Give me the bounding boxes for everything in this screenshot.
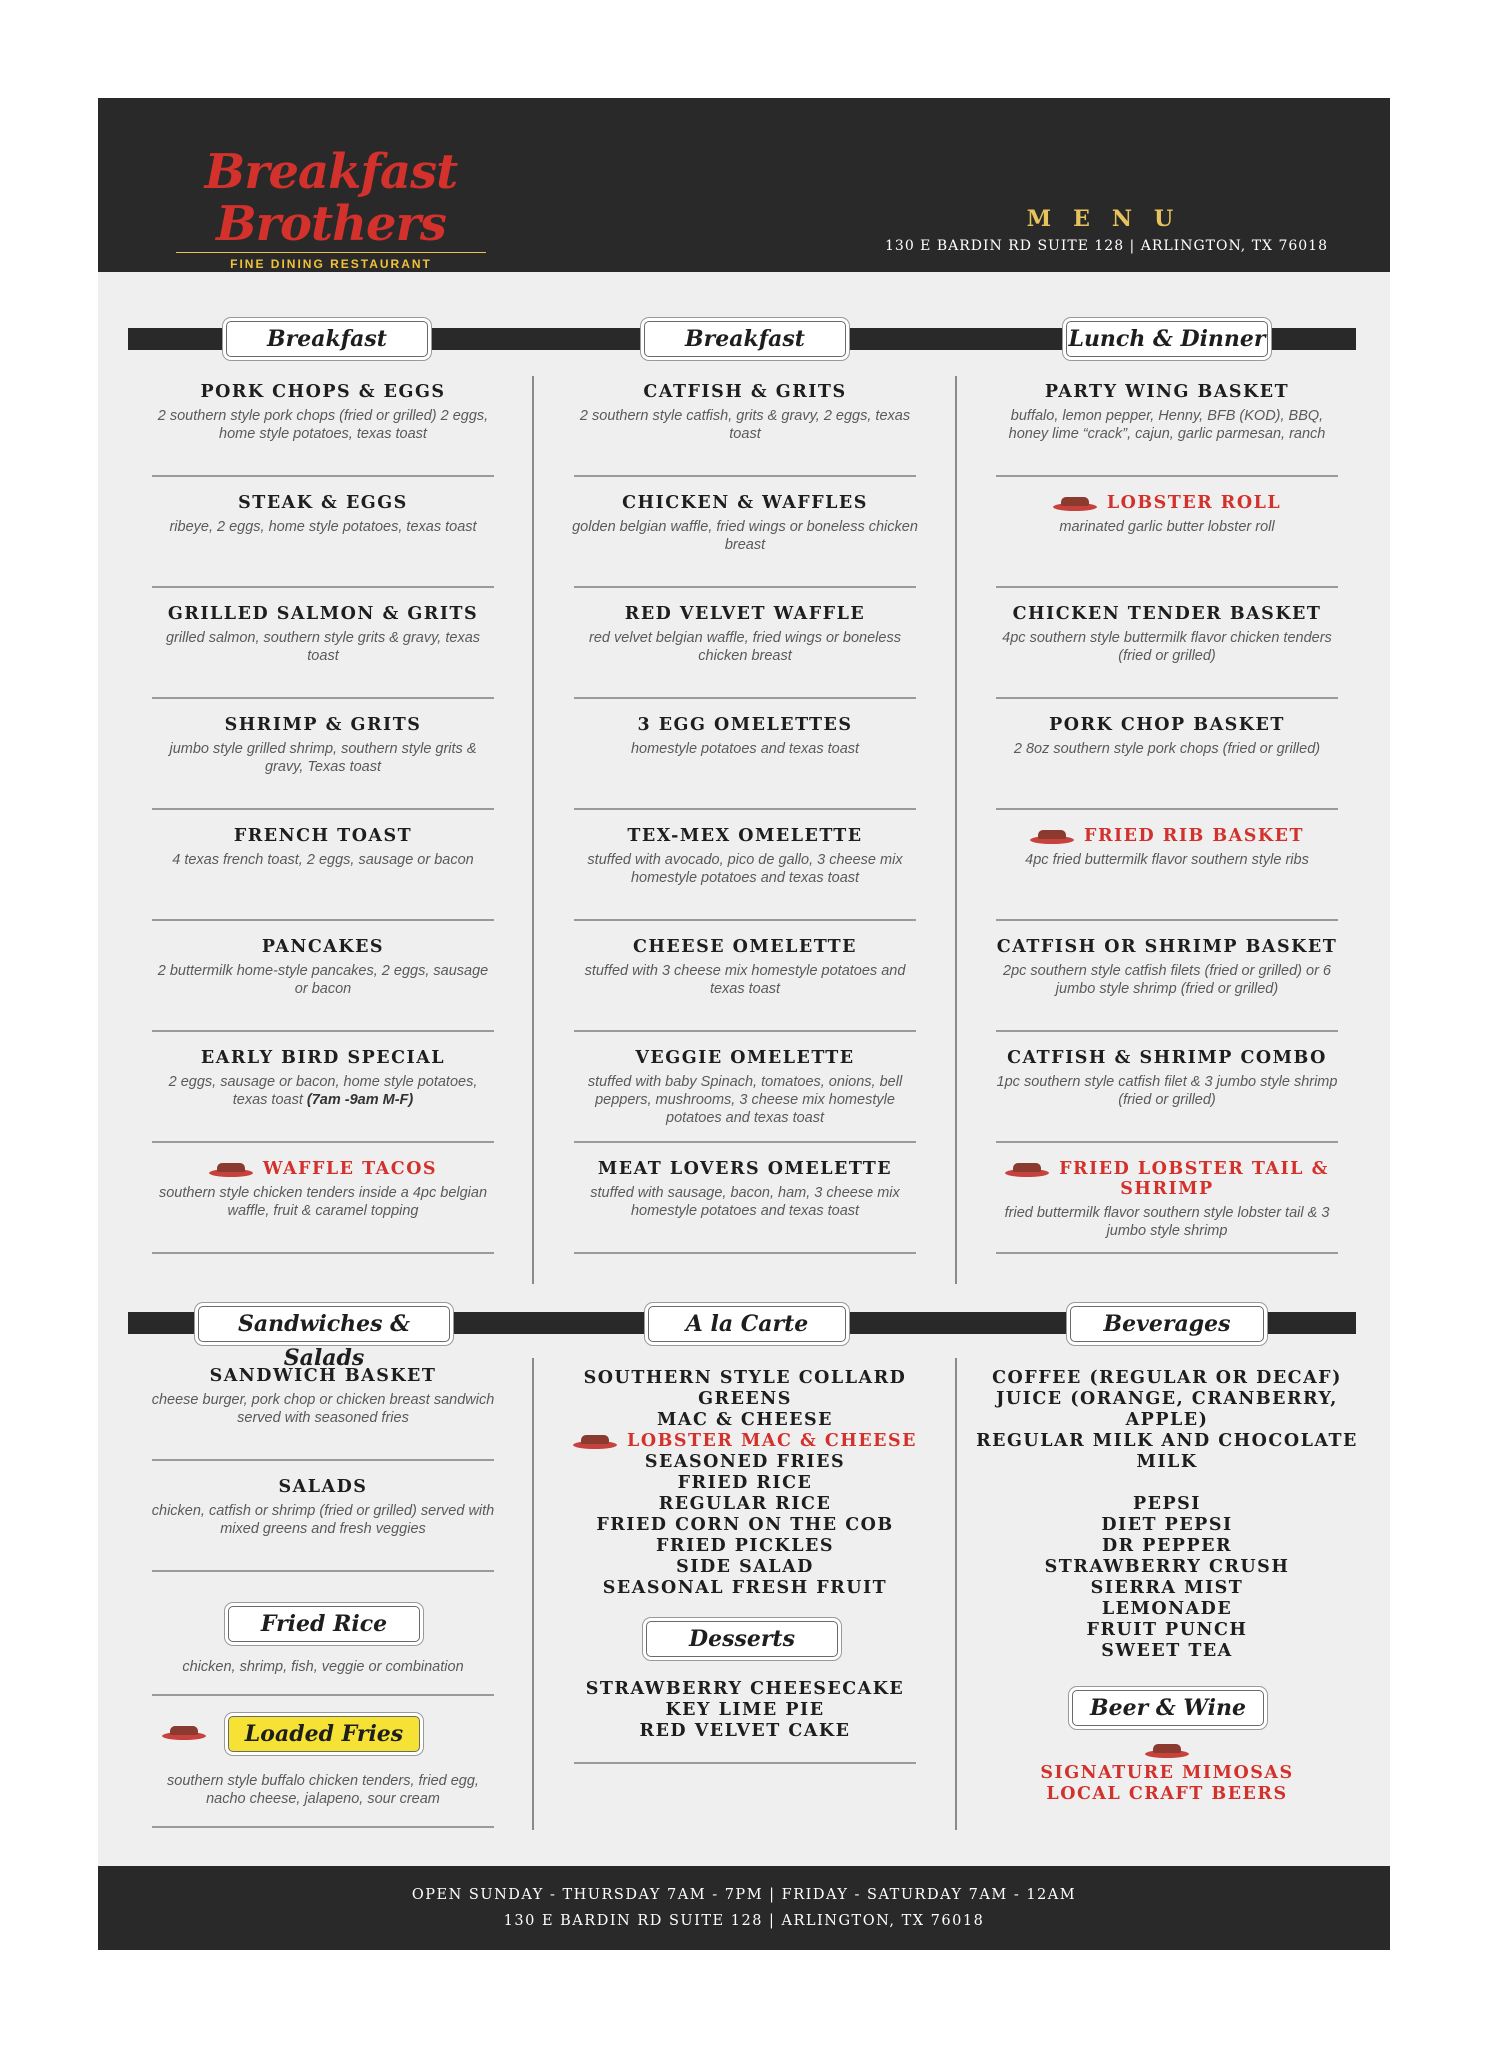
- label-loaded-fries: Loaded Fries: [228, 1716, 420, 1752]
- menu-item-description: [572, 740, 918, 758]
- list-item-text: STRAWBERRY CRUSH: [1044, 1557, 1290, 1577]
- menu-item-description-text: 2 southern style catfish, grits & gravy, 2 eggs, texas toast: [579, 408, 911, 442]
- menu-item-description: [572, 1184, 918, 1220]
- menu-item-title-text: PANCAKES: [261, 937, 385, 957]
- menu-item: [994, 493, 1340, 604]
- menu-item: [994, 382, 1340, 493]
- menu-item-description: [150, 407, 496, 443]
- divider: [574, 475, 916, 477]
- list-item: [572, 1410, 918, 1431]
- footer-address: 130 E BARDIN RD SUITE 128 | ARLINGTON, TX 76018: [503, 1913, 985, 1929]
- house-special-icon: [1005, 1163, 1049, 1177]
- breakfast-column-2: [572, 382, 918, 1270]
- menu-item-title-text: FRIED RIB BASKET: [1084, 826, 1304, 846]
- breakfast-column-1: [150, 382, 496, 1270]
- menu-item-description-text: 2 eggs, sausage or bacon, home style potatoes, texas toast: [168, 1074, 478, 1108]
- menu-item-title: [994, 1048, 1340, 1068]
- menu-item-description-text: stuffed with 3 cheese mix homestyle potatoes and texas toast: [584, 963, 906, 997]
- divider: [152, 1570, 494, 1572]
- menu-item-description: [150, 962, 496, 998]
- menu-item: [150, 1159, 496, 1270]
- menu-item-description-text: jumbo style grilled shrimp, southern style grits & gravy, Texas toast: [169, 741, 477, 775]
- menu-item-title: [150, 382, 496, 402]
- divider: [574, 1141, 916, 1143]
- label-beer-wine: Beer & Wine: [1072, 1690, 1264, 1726]
- menu-item: [150, 493, 496, 604]
- menu-item-description-text: red velvet belgian waffle, fried wings or boneless chicken breast: [589, 630, 901, 664]
- list-item-text: FRIED PICKLES: [655, 1536, 835, 1556]
- menu-item-title-text: PARTY WING BASKET: [1044, 382, 1290, 402]
- menu-item-title-text: VEGGIE OMELETTE: [635, 1048, 855, 1068]
- menu-item-title-text: MEAT LOVERS OMELETTE: [597, 1159, 893, 1179]
- menu-item-title-text: PORK CHOPS & EGGS: [200, 382, 446, 402]
- menu-item-title: [994, 382, 1340, 402]
- beverages-column: [964, 1368, 1370, 1805]
- menu-item-description-text: buffalo, lemon pepper, Henny, BFB (KOD), BBQ, honey lime “crack”, cajun, garlic parmesan, ranch: [1008, 408, 1326, 442]
- menu-item: [994, 937, 1340, 1048]
- menu-item-title: [994, 937, 1340, 957]
- menu-item-title-text: FRENCH TOAST: [233, 826, 413, 846]
- list-item: [964, 1641, 1370, 1662]
- divider: [152, 1141, 494, 1143]
- menu-item-description: [572, 518, 918, 554]
- list-item-text: JUICE (ORANGE, CRANBERRY, APPLE): [996, 1389, 1338, 1430]
- menu-item-description-text: 4pc fried buttermilk flavor southern style ribs: [1025, 852, 1309, 868]
- menu-item: [572, 715, 918, 826]
- list-item: [964, 1763, 1370, 1784]
- footer-hours: OPEN SUNDAY - THURSDAY 7AM - 7PM | FRIDAY - SATURDAY 7AM - 12AM: [411, 1887, 1077, 1903]
- label-beverages: Beverages: [1070, 1306, 1264, 1342]
- menu-item-description: [150, 1391, 496, 1427]
- menu-item-title: [994, 826, 1340, 846]
- list-item-text: SIERRA MIST: [1090, 1578, 1244, 1598]
- menu-item-description: [150, 1184, 496, 1220]
- menu-item: [994, 1159, 1340, 1270]
- fried-rice-description: chicken, shrimp, fish, veggie or combination: [182, 1659, 464, 1675]
- list-item-text: SIDE SALAD: [676, 1557, 814, 1577]
- menu-item-hours-note: (7am -9am M-F): [306, 1092, 414, 1108]
- menu-item-description-text: stuffed with baby Spinach, tomatoes, onions, bell peppers, mushrooms, 3 cheese mix homestyle potatoes and texas toast: [587, 1074, 903, 1126]
- house-special-icon: [209, 1163, 253, 1177]
- menu-item-description-text: fried buttermilk flavor southern style lobster tail & 3 jumbo style shrimp: [1004, 1205, 1330, 1239]
- menu-item-description-text: 2 buttermilk home-style pancakes, 2 eggs, sausage or bacon: [157, 963, 489, 997]
- menu-item-title-text: SANDWICH BASKET: [209, 1366, 437, 1386]
- menu-item-title: [150, 937, 496, 957]
- list-item-text: DIET PEPSI: [1101, 1515, 1233, 1535]
- list-item: [572, 1494, 918, 1515]
- list-item: [964, 1578, 1370, 1599]
- menu-item: [150, 1048, 496, 1159]
- list-item-text: SEASONED FRIES: [644, 1452, 846, 1472]
- menu-item-description: [994, 1204, 1340, 1240]
- column-divider: [955, 1358, 957, 1830]
- house-special-icon: [573, 1435, 617, 1449]
- label-desserts: Desserts: [646, 1621, 838, 1657]
- logo-tagline: FINE DINING RESTAURANT: [230, 257, 432, 271]
- list-item: [572, 1557, 918, 1578]
- list-item: [572, 1578, 918, 1599]
- divider: [996, 586, 1338, 588]
- menu-item-title-text: 3 EGG OMELETTES: [637, 715, 853, 735]
- column-divider: [955, 376, 957, 1284]
- menu-item-description: [994, 851, 1340, 869]
- menu-item-description: [572, 851, 918, 887]
- list-item: [964, 1389, 1370, 1431]
- menu-item: [150, 826, 496, 937]
- menu-item-title: [994, 604, 1340, 624]
- menu-item: [994, 1048, 1340, 1159]
- lunch-dinner-column: [994, 382, 1340, 1270]
- menu-item: [572, 937, 918, 1048]
- menu-item-description-text: 4 texas french toast, 2 eggs, sausage or bacon: [172, 852, 474, 868]
- menu-item-description: [150, 518, 496, 536]
- header-address: 130 E BARDIN RD SUITE 128 | ARLINGTON, TX 76018: [885, 238, 1328, 254]
- divider: [152, 808, 494, 810]
- menu-item-title: [572, 604, 918, 624]
- menu-item-title-text: FRIED LOBSTER TAIL & SHRIMP: [1059, 1159, 1329, 1199]
- list-item-text: LEMONADE: [1101, 1599, 1233, 1619]
- menu-item-description-text: stuffed with avocado, pico de gallo, 3 cheese mix homestyle potatoes and texas toast: [587, 852, 903, 886]
- list-item-text: LOCAL CRAFT BEERS: [1046, 1784, 1288, 1804]
- menu-item: [994, 604, 1340, 715]
- menu-item-title-text: PORK CHOP BASKET: [1049, 715, 1285, 735]
- list-item: [572, 1515, 918, 1536]
- menu-item-description: [572, 962, 918, 998]
- menu-item: [572, 826, 918, 937]
- menu-item: [150, 1366, 496, 1477]
- menu-item: [572, 604, 918, 715]
- label-sandwiches-salads: Sandwiches & Salads: [198, 1306, 450, 1342]
- list-item-text: SIGNATURE MIMOSAS: [1040, 1763, 1294, 1783]
- menu-item-title-text: CATFISH & SHRIMP COMBO: [1007, 1048, 1327, 1068]
- footer-band: [98, 1866, 1390, 1950]
- menu-item-description-text: grilled salmon, southern style grits & gravy, texas toast: [165, 630, 481, 664]
- menu-item-description-text: 4pc southern style buttermilk flavor chicken tenders (fried or grilled): [1002, 630, 1332, 664]
- menu-item: [572, 382, 918, 493]
- menu-item: [572, 1048, 918, 1159]
- list-item: [572, 1721, 918, 1742]
- menu-item-title: [150, 1477, 496, 1497]
- list-item-text: SWEET TEA: [1101, 1641, 1233, 1661]
- divider: [996, 1252, 1338, 1254]
- menu-item-title: [572, 1159, 918, 1179]
- menu-item-title: [150, 715, 496, 735]
- menu-item-description-text: 2 southern style pork chops (fried or grilled) 2 eggs, home style potatoes, texas toast: [157, 408, 489, 442]
- menu-item-description-text: cheese burger, pork chop or chicken breast sandwich served with seasoned fries: [151, 1392, 495, 1426]
- menu-item-description: [994, 518, 1340, 536]
- menu-item-description-text: stuffed with sausage, bacon, ham, 3 cheese mix homestyle potatoes and texas toast: [590, 1185, 900, 1219]
- divider: [152, 1252, 494, 1254]
- menu-item-title-text: LOBSTER ROLL: [1106, 493, 1282, 513]
- menu-item-title: [150, 1366, 496, 1386]
- menu-item: [150, 715, 496, 826]
- divider: [996, 475, 1338, 477]
- menu-item: [572, 493, 918, 604]
- list-item-text: COFFEE (REGULAR OR DECAF): [992, 1368, 1342, 1388]
- label-breakfast-1: Breakfast: [226, 321, 428, 357]
- divider: [996, 697, 1338, 699]
- menu-item-title: [572, 382, 918, 402]
- menu-item-description-text: 2 8oz southern style pork chops (fried or grilled): [1013, 741, 1321, 757]
- menu-item: [994, 826, 1340, 937]
- menu-item-title-text: CATFISH & GRITS: [643, 382, 847, 402]
- divider: [996, 1141, 1338, 1143]
- menu-item-title: [994, 1159, 1340, 1199]
- divider: [574, 919, 916, 921]
- list-item: [572, 1452, 918, 1473]
- divider: [152, 697, 494, 699]
- list-item-text: PEPSI: [1133, 1494, 1201, 1514]
- menu-item-title: [150, 604, 496, 624]
- list-item-text: FRIED RICE: [677, 1473, 813, 1493]
- menu-item-title-text: SHRIMP & GRITS: [224, 715, 422, 735]
- list-item: [964, 1557, 1370, 1578]
- column-divider: [532, 1358, 534, 1830]
- list-item-text: SEASONAL FRESH FRUIT: [602, 1578, 888, 1598]
- list-item: [964, 1494, 1370, 1515]
- a-la-carte-column: [572, 1368, 918, 1764]
- divider: [574, 586, 916, 588]
- menu-item-description: [994, 962, 1340, 998]
- list-item-text: FRIED CORN ON THE COB: [596, 1515, 894, 1535]
- label-a-la-carte: A la Carte: [648, 1306, 846, 1342]
- menu-item-title: [150, 493, 496, 513]
- logo: [116, 146, 546, 271]
- list-item: [964, 1536, 1370, 1557]
- column-divider: [532, 376, 534, 1284]
- menu-item-description: [572, 407, 918, 443]
- menu-item-title-text: STEAK & EGGS: [238, 493, 408, 513]
- divider: [996, 919, 1338, 921]
- menu-page: [98, 98, 1390, 1950]
- menu-item-title-text: SALADS: [278, 1477, 368, 1497]
- list-item-text: STRAWBERRY CHEESECAKE: [585, 1679, 905, 1699]
- menu-item-description: [150, 740, 496, 776]
- list-item: [964, 1620, 1370, 1641]
- menu-item-description-text: 1pc southern style catfish filet & 3 jumbo style shrimp (fried or grilled): [996, 1074, 1338, 1108]
- list-item-text: FRUIT PUNCH: [1086, 1620, 1248, 1640]
- divider: [574, 1030, 916, 1032]
- divider: [152, 1030, 494, 1032]
- divider: [574, 808, 916, 810]
- list-item-text: KEY LIME PIE: [665, 1700, 825, 1720]
- list-item: [964, 1431, 1370, 1473]
- menu-item-description: [150, 629, 496, 665]
- menu-item-description-text: 2pc southern style catfish filets (fried or grilled) or 6 jumbo style shrimp (fried or grilled): [1003, 963, 1331, 997]
- menu-item-title-text: WAFFLE TACOS: [262, 1159, 438, 1179]
- menu-item: [150, 1477, 496, 1588]
- menu-item-title: [572, 826, 918, 846]
- menu-item-description-text: southern style chicken tenders inside a 4pc belgian waffle, fruit & caramel topping: [158, 1185, 488, 1219]
- divider: [574, 1252, 916, 1254]
- logo-divider: [176, 252, 486, 253]
- menu-item-title-text: EARLY BIRD SPECIAL: [200, 1048, 446, 1068]
- menu-item-description: [994, 407, 1340, 443]
- menu-item-description: [994, 629, 1340, 665]
- divider: [152, 1826, 494, 1828]
- divider: [152, 586, 494, 588]
- menu-item-description: [572, 1073, 918, 1127]
- list-item: [964, 1515, 1370, 1536]
- menu-title: MENU: [1026, 206, 1196, 232]
- divider: [152, 475, 494, 477]
- list-item: [964, 1784, 1370, 1805]
- logo-name: Breakfast Brothers: [204, 144, 458, 252]
- divider: [152, 1459, 494, 1461]
- menu-item-description: [994, 740, 1340, 758]
- list-item: [572, 1431, 918, 1452]
- label-lunch-dinner: Lunch & Dinner: [1066, 321, 1268, 357]
- list-item-text: RED VELVET CAKE: [639, 1721, 851, 1741]
- list-item-text: LOBSTER MAC & CHEESE: [627, 1431, 917, 1451]
- menu-item-title-text: CATFISH OR SHRIMP BASKET: [996, 937, 1338, 957]
- menu-item-title-text: GRILLED SALMON & GRITS: [167, 604, 479, 624]
- list-item: [572, 1679, 918, 1700]
- menu-item-description: [150, 851, 496, 869]
- divider: [574, 697, 916, 699]
- label-fried-rice: Fried Rice: [228, 1606, 420, 1642]
- menu-item-title-text: TEX-MEX OMELETTE: [627, 826, 863, 846]
- list-item: [572, 1473, 918, 1494]
- list-item-text: SOUTHERN STYLE COLLARD GREENS: [583, 1368, 907, 1409]
- label-breakfast-2: Breakfast: [644, 321, 846, 357]
- menu-item-title: [150, 1048, 496, 1068]
- menu-item-title: [150, 826, 496, 846]
- menu-item-title: [994, 493, 1340, 513]
- menu-item: [150, 382, 496, 493]
- divider: [574, 1762, 916, 1764]
- list-item: [572, 1536, 918, 1557]
- menu-item-description: [150, 1073, 496, 1109]
- house-special-icon: [1145, 1744, 1189, 1758]
- menu-item-description-text: ribeye, 2 eggs, home style potatoes, texas toast: [169, 519, 477, 535]
- divider: [996, 808, 1338, 810]
- divider: [996, 1030, 1338, 1032]
- menu-item: [572, 1159, 918, 1270]
- list-item-text: DR PEPPER: [1101, 1536, 1232, 1556]
- menu-item-description-text: chicken, catfish or shrimp (fried or grilled) served with mixed greens and fresh veggies: [151, 1503, 495, 1537]
- menu-item: [994, 715, 1340, 826]
- divider: [152, 919, 494, 921]
- list-item-text: REGULAR MILK AND CHOCOLATE MILK: [976, 1431, 1358, 1472]
- house-special-icon: [162, 1726, 206, 1740]
- menu-item-description-text: marinated garlic butter lobster roll: [1059, 519, 1275, 535]
- menu-item-title: [994, 715, 1340, 735]
- menu-item-description: [572, 629, 918, 665]
- menu-item-title-text: CHEESE OMELETTE: [632, 937, 858, 957]
- header-band: [98, 98, 1390, 272]
- house-special-icon: [1030, 830, 1074, 844]
- house-special-icon: [1053, 497, 1097, 511]
- menu-item-title-text: CHICKEN TENDER BASKET: [1012, 604, 1322, 624]
- menu-item-title: [150, 1159, 496, 1179]
- menu-item-title: [572, 493, 918, 513]
- list-item: [964, 1368, 1370, 1389]
- list-item-text: MAC & CHEESE: [657, 1410, 833, 1430]
- menu-item-title: [572, 1048, 918, 1068]
- menu-item-description: [150, 1502, 496, 1538]
- list-item: [572, 1368, 918, 1410]
- list-item-text: REGULAR RICE: [658, 1494, 832, 1514]
- menu-item-title-text: RED VELVET WAFFLE: [624, 604, 866, 624]
- list-item: [572, 1700, 918, 1721]
- menu-item-description-text: homestyle potatoes and texas toast: [630, 741, 860, 757]
- menu-item-description-text: golden belgian waffle, fried wings or boneless chicken breast: [572, 519, 918, 553]
- menu-item-title: [572, 937, 918, 957]
- menu-item: [150, 604, 496, 715]
- loaded-fries-description: southern style buffalo chicken tenders, fried egg, nacho cheese, jalapeno, sour cream: [167, 1773, 479, 1807]
- list-item: [964, 1599, 1370, 1620]
- menu-item-title: [572, 715, 918, 735]
- sandwiches-column: [150, 1366, 496, 1828]
- menu-item-title-text: CHICKEN & WAFFLES: [622, 493, 868, 513]
- menu-item: [150, 937, 496, 1048]
- menu-item-description: [994, 1073, 1340, 1109]
